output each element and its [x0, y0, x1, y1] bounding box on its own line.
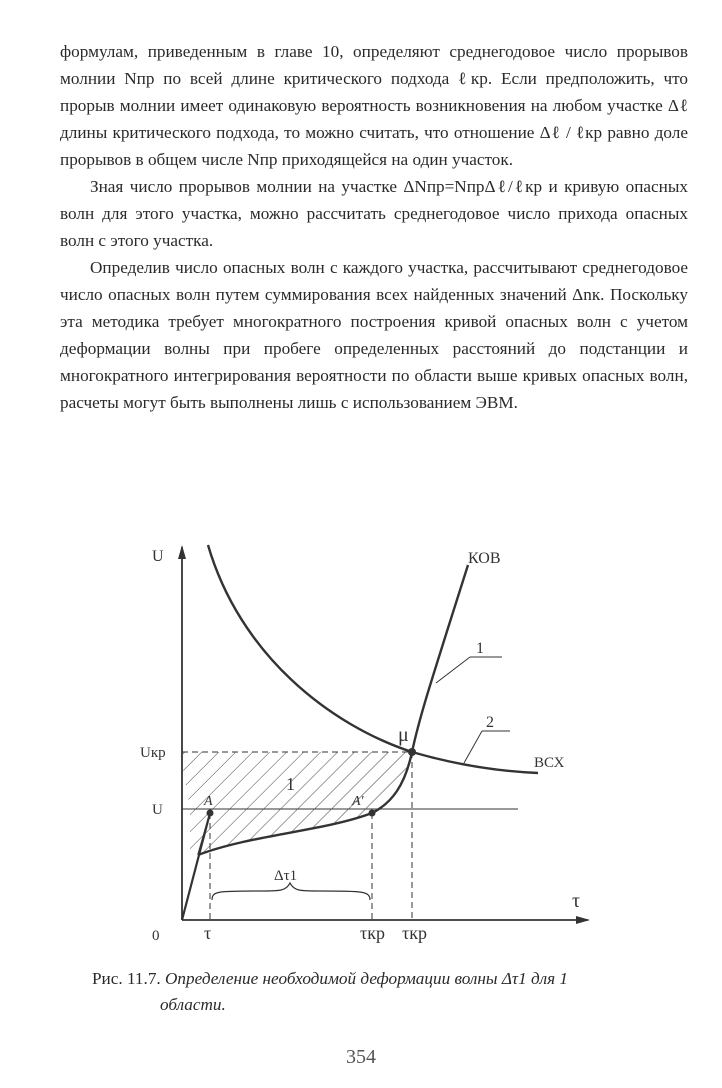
caption-text-line2: области. — [160, 995, 226, 1014]
page-number: 354 — [346, 1046, 376, 1068]
caption-number: Рис. 11.7. — [92, 969, 161, 988]
paragraph-2: Зная число прорывов молнии на участке ΔNпр=NпрΔℓ/ℓкр и кривую опасных волн для этого участка, можно рассчитать среднегодовое число прихода опасных волн с этого участка. — [60, 177, 688, 250]
label-point-a: A — [204, 794, 213, 809]
tick-tau-kr-1: τкр — [360, 923, 385, 943]
paragraph-1: формулам, приведенным в главе 10, определяют среднегодовое число прорывов молнии Nпр по всей длине критического подхода ℓкр. Если предположить, что прорыв молнии имеет одинаковую вероятность возникновения на любом участке Δℓ длины критического подхода, то можно считать, что отношение Δℓ / ℓкр равно доле прорывов в общем числе Nпр приходящейся на один участок. — [60, 42, 688, 169]
vsh-curve — [208, 545, 538, 773]
tick-tau-kr-2: τкр — [402, 923, 427, 943]
label-curve-2: 2 — [486, 714, 494, 731]
label-origin: 0 — [152, 928, 160, 944]
figure-diagram — [130, 535, 610, 955]
tick-tau: τ — [204, 923, 212, 943]
label-curve-1: 1 — [476, 640, 484, 657]
label-axis-tau: τ — [572, 890, 581, 912]
label-mu: μ — [398, 724, 409, 746]
label-u: U — [152, 802, 163, 818]
paragraph-3: Определив число опасных волн с каждого участка, рассчитывают среднегодовое число опасных волн путем суммирования всех найденных значений Δnк. Поскольку эта методика требует многократного построения кривой опасных волн с учетом деформации волны при пробеге определенных расстояний до подстанции и многократного интегрирования вероятности по области выше кривых опасных волн, расчеты могут быть выполнены лишь с использованием ЭВМ. — [60, 258, 688, 412]
label-u-kr: Uкр — [140, 745, 166, 761]
label-region-1: 1 — [286, 774, 295, 794]
label-delta-tau: Δτ1 — [274, 868, 298, 884]
figure-caption — [92, 966, 692, 1018]
label-vsh: ВСХ — [534, 755, 565, 771]
label-axis-u: U — [152, 548, 164, 565]
label-point-a-prime: A' — [352, 794, 364, 809]
label-kov: КОВ — [468, 550, 501, 567]
caption-text-line1: Определение необходимой деформации волны Δτ1 для 1 — [165, 969, 569, 988]
body-text — [60, 38, 688, 416]
